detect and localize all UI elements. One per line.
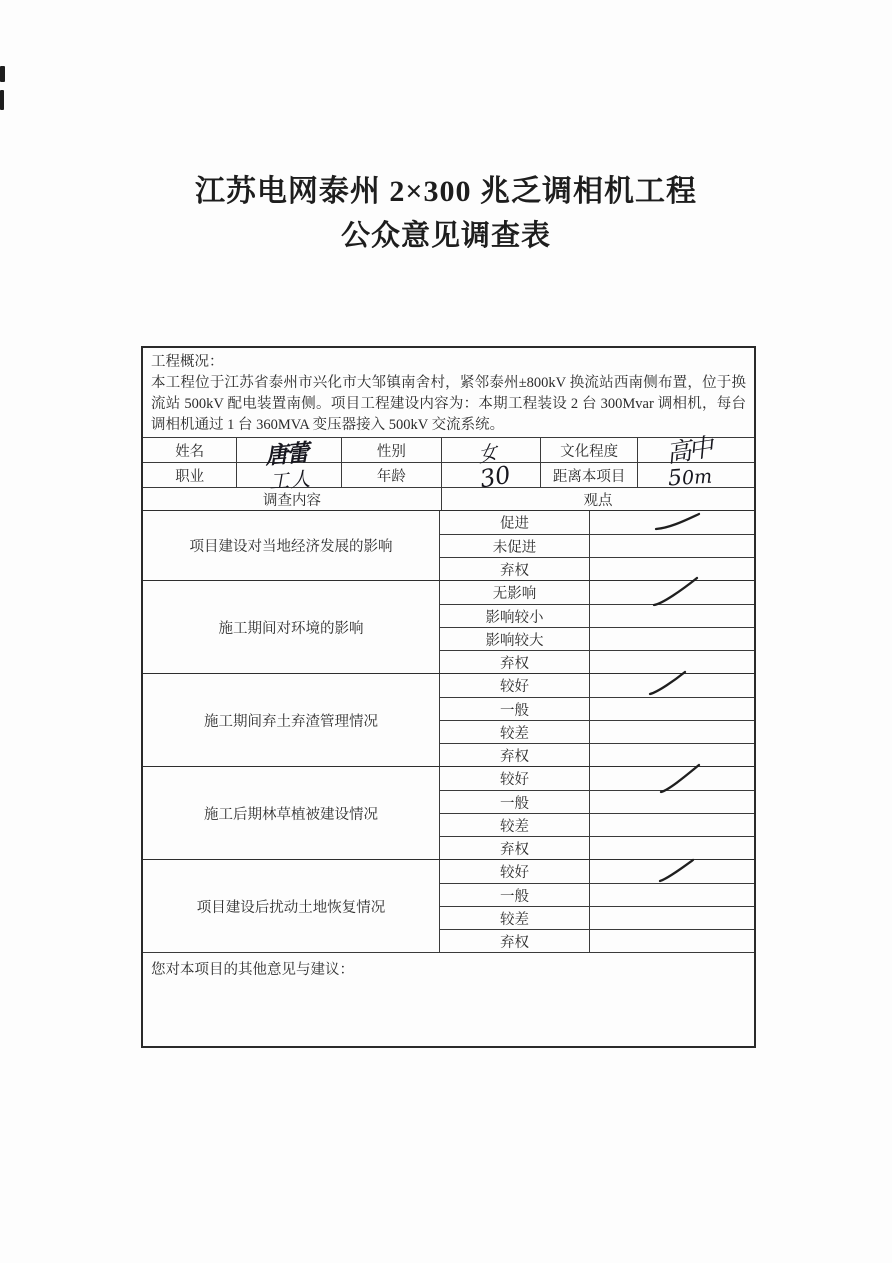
question-group-2 xyxy=(143,580,754,673)
option-label: 一般 xyxy=(440,791,590,813)
option-label: 影响较大 xyxy=(440,628,590,650)
option-label: 较差 xyxy=(440,907,590,929)
option-check-cell xyxy=(590,930,754,952)
option-label: 促进 xyxy=(440,511,590,534)
option-label: 弃权 xyxy=(440,558,590,580)
scan-artifact xyxy=(0,90,4,110)
handwritten-name: 唐蕾 xyxy=(264,439,309,470)
option-row xyxy=(440,883,754,906)
option-label: 一般 xyxy=(440,698,590,720)
option-check-cell xyxy=(590,698,754,720)
gender-label: 性别 xyxy=(342,438,442,462)
option-label: 较好 xyxy=(440,767,590,790)
option-row xyxy=(440,929,754,952)
age-label: 年龄 xyxy=(342,463,442,487)
option-check-cell xyxy=(590,837,754,859)
option-check-cell xyxy=(590,511,754,534)
option-row xyxy=(440,557,754,580)
option-check-cell xyxy=(590,884,754,906)
option-row xyxy=(440,511,754,534)
option-label: 弃权 xyxy=(440,930,590,952)
title-line-2: 公众意见调查表 xyxy=(340,220,551,252)
question-label: 施工后期林草植被建设情况 xyxy=(143,767,440,859)
option-row xyxy=(440,860,754,883)
option-check-cell xyxy=(590,651,754,673)
question-group-4 xyxy=(143,766,754,859)
option-row xyxy=(440,836,754,859)
option-check-cell xyxy=(590,907,754,929)
option-label: 较好 xyxy=(440,860,590,883)
option-row xyxy=(440,743,754,766)
content-header: 调查内容 xyxy=(143,488,442,510)
option-row xyxy=(440,906,754,929)
option-check-cell xyxy=(590,814,754,836)
scan-artifact xyxy=(0,66,5,82)
option-label: 较好 xyxy=(440,674,590,697)
option-check-cell xyxy=(590,721,754,743)
title-line-1: 江苏电网泰州 2×300 兆乏调相机工程 xyxy=(194,175,698,208)
survey-form-table xyxy=(141,346,756,1048)
question-label: 项目建设对当地经济发展的影响 xyxy=(143,511,440,580)
handwritten-education: 高中 xyxy=(664,432,713,469)
respondent-row-2 xyxy=(143,460,754,494)
option-row xyxy=(440,813,754,836)
option-check-cell xyxy=(590,674,754,697)
option-label: 一般 xyxy=(440,884,590,906)
option-row xyxy=(440,534,754,557)
name-value-cell xyxy=(237,438,341,470)
option-row xyxy=(440,650,754,673)
document-title xyxy=(0,172,892,256)
question-label: 项目建设后扰动土地恢复情况 xyxy=(143,860,440,952)
education-label: 文化程度 xyxy=(541,438,637,462)
option-check-cell xyxy=(590,767,754,790)
project-overview-cell xyxy=(143,348,754,437)
question-group-5 xyxy=(143,859,754,952)
name-label: 姓名 xyxy=(143,438,237,462)
option-label: 未促进 xyxy=(440,535,590,557)
option-label: 弃权 xyxy=(440,651,590,673)
option-row xyxy=(440,720,754,743)
handwritten-gender: 女 xyxy=(477,440,499,468)
occupation-label: 职业 xyxy=(143,463,237,487)
occupation-value-cell xyxy=(237,463,341,494)
option-row xyxy=(440,581,754,604)
option-row xyxy=(440,604,754,627)
option-row xyxy=(440,627,754,650)
option-label: 影响较小 xyxy=(440,605,590,627)
option-label: 较差 xyxy=(440,814,590,836)
survey-header-row xyxy=(143,487,754,510)
distance-value-cell xyxy=(638,463,754,492)
option-row xyxy=(440,767,754,790)
option-label: 较差 xyxy=(440,721,590,743)
handwritten-occupation: 工人 xyxy=(268,466,313,494)
age-value-cell xyxy=(442,460,541,494)
option-check-cell xyxy=(590,558,754,580)
handwritten-distance: 50m xyxy=(666,465,713,492)
option-check-cell xyxy=(590,535,754,557)
gender-value-cell xyxy=(442,438,541,468)
option-check-cell xyxy=(590,860,754,883)
option-check-cell xyxy=(590,605,754,627)
education-value-cell xyxy=(638,432,754,469)
option-label: 无影响 xyxy=(440,581,590,604)
option-row xyxy=(440,674,754,697)
comments-label: 您对本项目的其他意见与建议： xyxy=(151,962,354,978)
comments-cell xyxy=(143,952,754,1051)
option-check-cell xyxy=(590,744,754,766)
check-slash-icon xyxy=(590,674,754,697)
option-check-cell xyxy=(590,628,754,650)
option-label: 弃权 xyxy=(440,744,590,766)
check-slash-icon xyxy=(590,767,754,790)
question-label: 施工期间弃土弃渣管理情况 xyxy=(143,674,440,766)
overview-body: 本工程位于江苏省泰州市兴化市大邹镇南舍村，紧邻泰州±800kV 换流站西南侧布置，位于换流站 500kV 配电装置南侧。项目工程建设内容为：本期工程装设 2 台 300Mvar 调相机，每台调相机通过 1 台 360MVA 变压器接入 500kV 交流系统。 xyxy=(151,375,746,433)
option-row xyxy=(440,790,754,813)
option-row xyxy=(440,697,754,720)
question-group-1 xyxy=(143,510,754,580)
question-label: 施工期间对环境的影响 xyxy=(143,581,440,673)
option-check-cell xyxy=(590,581,754,604)
check-slash-icon xyxy=(590,581,754,604)
question-group-3 xyxy=(143,673,754,766)
option-label: 弃权 xyxy=(440,837,590,859)
overview-heading: 工程概况： xyxy=(151,354,224,370)
check-slash-icon xyxy=(590,860,754,883)
option-check-cell xyxy=(590,791,754,813)
opinion-header: 观点 xyxy=(583,492,613,509)
distance-label: 距离本项目 xyxy=(541,463,637,487)
check-slash-icon xyxy=(590,511,754,534)
handwritten-age: 30 xyxy=(477,460,513,494)
respondent-row-1 xyxy=(143,432,754,470)
